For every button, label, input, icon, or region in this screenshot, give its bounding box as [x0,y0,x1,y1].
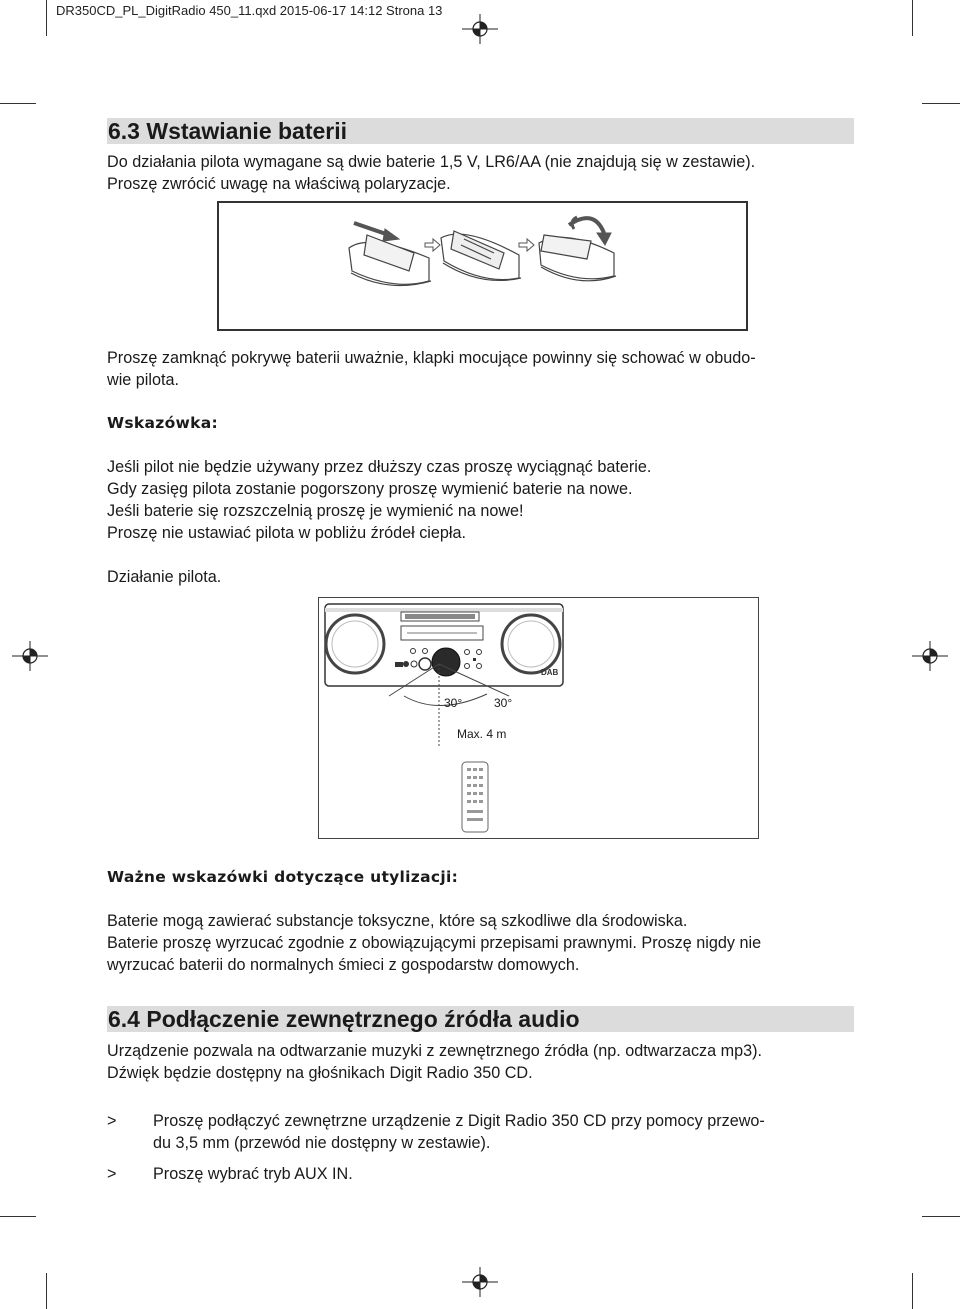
crop-mark-bottom-left-h [0,1216,36,1217]
aux-intro-line-1: Urządzenie pozwala na odtwarzanie muzyki z zewnętrznego źródła (np. odtwarzacza mp3). [107,1042,763,1060]
crop-mark-bottom-right-h [922,1216,960,1217]
crop-mark-right-h [922,103,960,104]
aux-intro-line-2: Dźwięk będzie dostępny na głośnikach Digit Radio 350 CD. [107,1064,533,1082]
angle-label-left: 30° [444,696,463,710]
bullet-1-line-2: du 3,5 mm (przewód nie dostępny w zestawie). [153,1134,491,1152]
remote-range-figure [318,597,759,839]
registration-mark-left [12,641,48,671]
disposal-line-2: Baterie proszę wyrzucać zgodnie z obowiązującymi przepisami prawnymi. Proszę nigdy nie [107,934,762,952]
angle-label-right: 30° [494,696,513,710]
registration-mark-bottom [462,1267,498,1297]
battery-insertion-illustration [219,203,746,329]
battery-intro-line-2: Proszę zwrócić uwagę na właściwą polaryzacje. [107,175,451,193]
registration-mark-top [462,14,498,44]
bullet-marker-1: > [107,1112,117,1130]
print-slug: DR350CD_PL_DigitRadio 450_11.qxd 2015-06-17 14:12 Strona 13 [56,3,443,18]
disposal-heading: Ważne wskazówki dotyczące utylizacji: [107,868,459,886]
remote-operation-label: Działanie pilota. [107,568,222,586]
crop-mark-top-right [912,0,913,36]
crop-mark-bottom-right [912,1273,913,1309]
disposal-line-1: Baterie mogą zawierać substancje toksyczne, które są szkodliwe dla środowiska. [107,912,688,930]
section-6-4-header [107,1006,854,1032]
crop-mark-bottom-left [46,1273,47,1309]
hint-line-1: Jeśli pilot nie będzie używany przez dłuższy czas proszę wyciągnąć baterie. [107,458,652,476]
battery-intro-line-1: Do działania pilota wymagane są dwie baterie 1,5 V, LR6/AA (nie znajdują się w zestawie). [107,153,756,171]
max-distance-label: Max. 4 m [457,727,507,741]
battery-insertion-figure [217,201,748,331]
hint-line-2: Gdy zasięg pilota zostanie pogorszony proszę wymienić baterie na nowe. [107,480,633,498]
section-6-3-title: 6.3 Wstawianie baterii [108,118,348,144]
battery-close-line-2: wie pilota. [107,371,179,389]
section-6-4-title: 6.4 Podłączenie zewnętrznego źródła audio [108,1006,580,1032]
bullet-1-line-1: Proszę podłączyć zewnętrzne urządzenie z Digit Radio 350 CD przy pomocy przewo- [153,1112,765,1130]
hint-line-3: Jeśli baterie się rozszczelnią proszę je wymienić na nowe! [107,502,524,520]
crop-mark-left-h [0,103,36,104]
hint-line-4: Proszę nie ustawiać pilota w pobliżu źródeł ciepła. [107,524,467,542]
bullet-2-line-1: Proszę wybrać tryb AUX IN. [153,1165,353,1183]
dab-logo: DAB [541,668,559,677]
hint-heading: Wskazówka: [107,414,219,432]
battery-close-line-1: Proszę zamknąć pokrywę baterii uważnie, klapki mocujące powinny się schować w obudo- [107,349,756,367]
section-6-3-header [107,118,854,144]
remote-range-illustration [319,598,757,837]
crop-mark-top-left [46,0,47,36]
registration-mark-right [912,641,948,671]
disposal-line-3: wyrzucać baterii do normalnych śmieci z gospodarstw domowych. [107,956,580,974]
bullet-marker-2: > [107,1165,117,1183]
